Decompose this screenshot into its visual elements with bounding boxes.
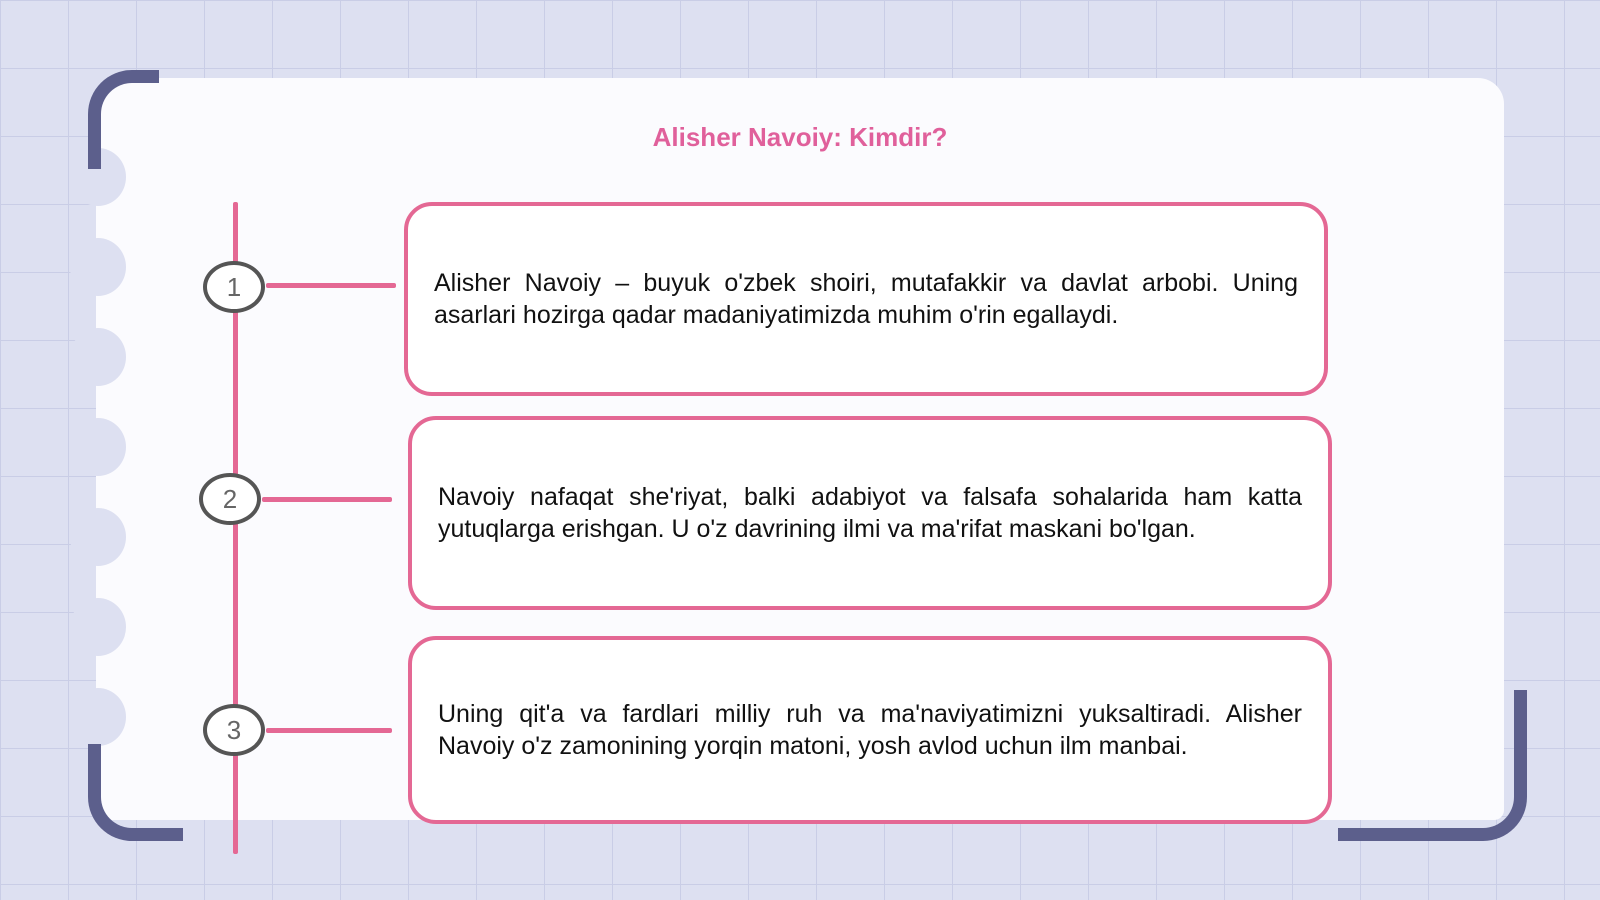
slide-title: Alisher Navoiy: Kimdir? (652, 122, 948, 152)
text-box-1 (404, 202, 1328, 396)
node-number: 1 (226, 271, 242, 302)
scallop-cutout (70, 688, 126, 746)
scallop-cutout (70, 238, 126, 296)
text-box-3 (408, 636, 1332, 824)
timeline-connector-1 (266, 283, 396, 288)
text-box-content: Navoiy nafaqat she'riyat, balki adabiyot va falsafa sohalarida ham katta yutuqlarga erishgan. U o'z davrining ilmi va ma'rifat maskani bo'lgan. (438, 483, 1302, 543)
scallop-cutout (70, 418, 126, 476)
node-number: 2 (222, 483, 238, 514)
node-number: 3 (226, 714, 242, 745)
scallop-cutout (70, 598, 126, 656)
timeline-node-1 (203, 261, 265, 313)
timeline-connector-2 (262, 497, 392, 502)
text-box-content: Alisher Navoiy – buyuk o'zbek shoiri, mutafakkir va davlat arbobi. Uning asarlari hozirga qadar madaniyatimizda muhim o'rin egallaydi. (434, 269, 1298, 329)
scallop-cutout (70, 328, 126, 386)
text-box-2 (408, 416, 1332, 610)
corner-bracket-bottom-right (1338, 690, 1527, 841)
corner-bracket-bottom-left (88, 744, 183, 841)
timeline-connector-3 (266, 728, 392, 733)
text-box-content: Uning qit'a va fardlari milliy ruh va ma'naviyatimizni yuksaltiradi. Alisher Navoiy o'z zamonining yorqin matoni, yosh avlod uchun ilm manbai. (438, 700, 1302, 760)
corner-bracket-top-left (88, 70, 159, 169)
scallop-cutout (70, 508, 126, 566)
timeline-node-3 (203, 704, 265, 756)
timeline-node-2 (199, 473, 261, 525)
